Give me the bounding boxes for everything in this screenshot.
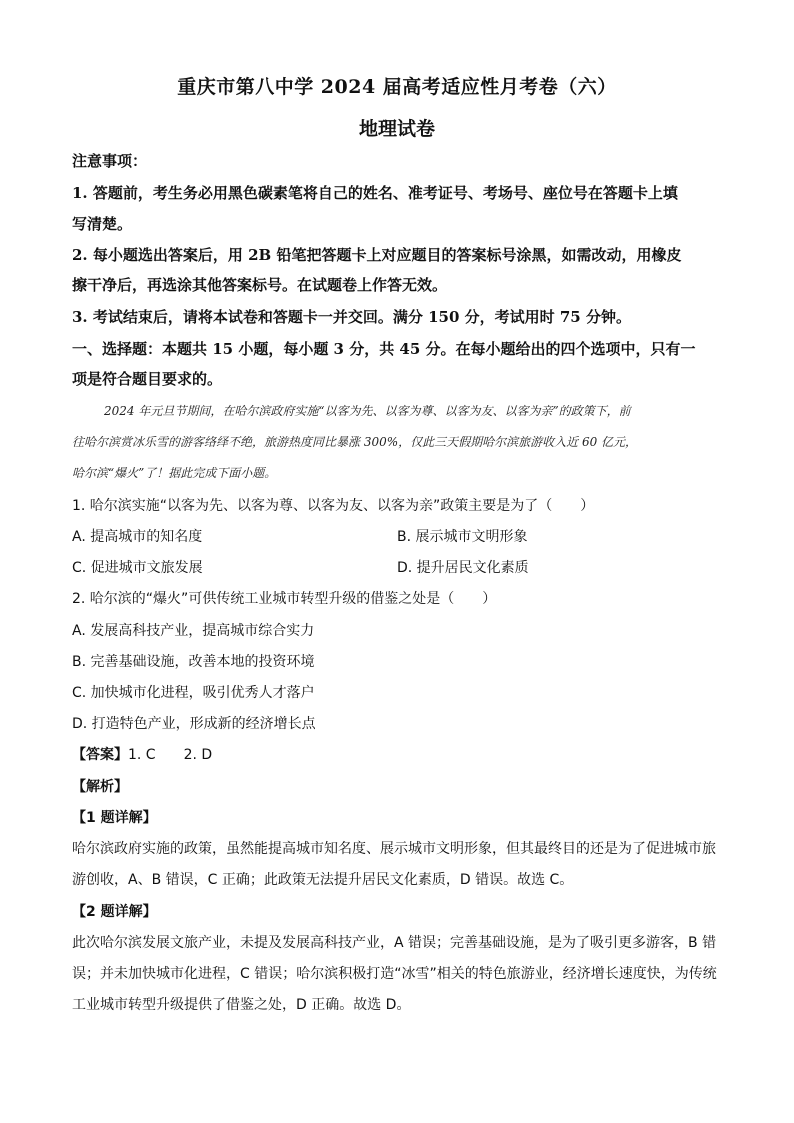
notice-item-3: 3. 考试结束后，请将本试卷和答题卡一并交回。满分 150 分，考试用时 75 分钟。: [72, 308, 631, 326]
question-1-option-a: A. 提高城市的知名度: [72, 529, 203, 545]
question-1-option-c: C. 促进城市文旅发展: [72, 560, 203, 576]
question-2-option-d: D. 打造特色产业，形成新的经济增长点: [72, 716, 316, 732]
detail-2-label: 【2 题详解】: [72, 904, 157, 920]
detail-2-line-2: 误；并未加快城市化进程，C 错误；哈尔滨积极打造“冰雪”相关的特色旅游业，经济增长速度快，为传统: [72, 966, 717, 982]
detail-2-line-1: 此次哈尔滨发展文旅产业，未提及发展高科技产业，A 错误；完善基础设施，是为了吸引更多游客，B 错: [72, 935, 717, 951]
notice-item-1-cont: 写清楚。: [72, 215, 133, 233]
exam-title: 重庆市第八中学 2024 届高考适应性月考卷（六）: [177, 76, 617, 98]
passage-line-1: 2024 年元旦节期间，在哈尔滨政府实施“以客为先、以客为尊、以客为友、以客为亲”的政策下，前: [104, 404, 631, 418]
detail-1-line-1: 哈尔滨政府实施的政策，虽然能提高城市知名度、展示城市文明形象，但其最终目的还是为了促进城市旅: [72, 841, 716, 857]
detail-2-line-3: 工业城市转型升级提供了借鉴之处，D 正确。故选 D。: [72, 997, 411, 1013]
answer-line: [72, 744, 212, 764]
question-2-stem: 2. 哈尔滨的“爆火”可供传统工业城市转型升级的借鉴之处是（ ）: [72, 591, 497, 607]
question-2-option-c: C. 加快城市化进程，吸引优秀人才落户: [72, 685, 315, 701]
notice-item-2: 2. 每小题选出答案后，用 2B 铅笔把答题卡上对应题目的答案标号涂黑，如需改动，用橡皮: [72, 246, 682, 264]
section-heading-cont: 项是符合题目要求的。: [72, 370, 223, 388]
notice-item-2-cont: 擦干净后，再选涂其他答案标号。在试题卷上作答无效。: [72, 276, 448, 294]
detail-1-line-2: 游创收，A、B 错误，C 正确；此政策无法提升居民文化素质，D 错误。故选 C。: [72, 872, 574, 888]
answer-value: 1. C 2. D: [128, 747, 213, 763]
question-1-stem: 1. 哈尔滨实施“以客为先、以客为尊、以客为友、以客为亲”政策主要是为了（ ）: [72, 498, 595, 514]
question-2-option-b: B. 完善基础设施，改善本地的投资环境: [72, 654, 315, 670]
analysis-label: 【解析】: [72, 779, 128, 795]
notice-heading: 注意事项：: [72, 152, 148, 170]
question-1-option-b: B. 展示城市文明形象: [397, 529, 528, 545]
exam-subject: 地理试卷: [358, 118, 435, 140]
answer-label: 【答案】: [72, 747, 128, 763]
detail-1-label: 【1 题详解】: [72, 810, 157, 826]
notice-item-1: 1. 答题前，考生务必用黑色碳素笔将自己的姓名、准考证号、考场号、座位号在答题卡上填: [72, 184, 678, 202]
passage-line-2: 往哈尔滨赏冰乐雪的游客络绎不绝，旅游热度同比暴涨 300%，仅此三天假期哈尔滨旅游收入近 60 亿元，: [72, 435, 638, 449]
question-1-option-d: D. 提升居民文化素质: [397, 560, 529, 576]
passage-line-3: 哈尔滨“爆火”了！据此完成下面小题。: [72, 466, 277, 480]
question-2-option-a: A. 发展高科技产业，提高城市综合实力: [72, 623, 315, 639]
section-heading: 一、选择题：本题共 15 小题，每小题 3 分，共 45 分。在每小题给出的四个选项中，只有一: [72, 340, 696, 358]
